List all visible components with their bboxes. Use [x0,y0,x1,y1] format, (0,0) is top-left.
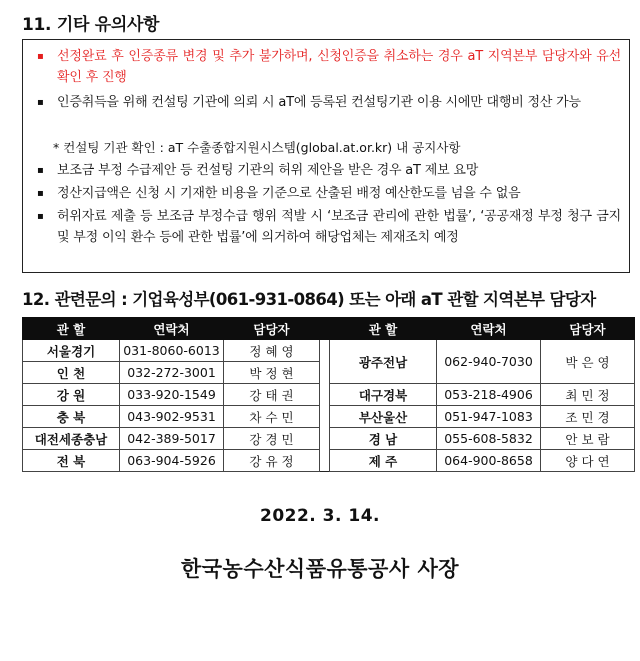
person-cell: 강 태 권 [224,384,320,406]
region-cell: 서울경기 [23,340,120,362]
notice-item [37,92,621,113]
gap-cell [320,428,330,450]
person-cell: 정 혜 영 [224,340,320,362]
gap-cell [320,340,330,362]
table-row [23,406,635,428]
person-cell: 강 경 민 [224,428,320,450]
phone-cell: 062-940-7030 [437,340,541,384]
gap-cell [320,406,330,428]
notice-subnote: * 컨설팅 기관 확인 : aT 수출종합지원시스템(global.at.or.kr) 내 공지사항 [53,140,461,155]
region-cell: 충 북 [23,406,120,428]
notice-text: 인증취득을 위해 컨설팅 기관에 의뢰 시 aT에 등록된 컨설팅기관 이용 시에만 대행비 정산 가능 [57,95,581,110]
gap-cell [320,384,330,406]
header-region: 관 할 [330,318,437,340]
region-cell: 광주전남 [330,340,437,384]
contact-table [22,317,635,472]
bullet-icon: ▪ [37,165,44,176]
person-cell: 양 다 연 [541,450,635,472]
phone-cell: 032-272-3001 [120,362,224,384]
bullet-icon: ▪ [37,51,44,62]
region-cell: 경 남 [330,428,437,450]
notice-box [22,39,630,273]
phone-cell: 042-389-5017 [120,428,224,450]
region-cell: 대구경북 [330,384,437,406]
notice-item [37,183,621,204]
region-cell: 제 주 [330,450,437,472]
phone-cell: 033-920-1549 [120,384,224,406]
phone-cell: 055-608-5832 [437,428,541,450]
phone-cell: 051-947-1083 [437,406,541,428]
table-row [23,450,635,472]
gap-cell [320,362,330,384]
region-cell: 대전세종충남 [23,428,120,450]
phone-cell: 064-900-8658 [437,450,541,472]
notice-item [37,206,621,248]
person-cell: 차 수 민 [224,406,320,428]
person-cell: 안 보 람 [541,428,635,450]
issuer-signature-line: 한국농수산식품유통공사 사장 [180,557,460,581]
region-cell: 부산울산 [330,406,437,428]
notice-text: 허위자료 제출 등 보조금 부정수급 행위 적발 시 ‘보조금 관리에 관한 법률’, ‘공공재정 부정 청구 금지 및 부정 이익 환수 등에 관한 법률’에 의거하여 해당업체는 제재조치 예정 [57,209,621,245]
table-row [23,428,635,450]
notice-text: 정산지급액은 신청 시 기재한 비용을 기준으로 산출된 배정 예산한도를 넘을 수 없음 [57,186,521,201]
person-cell: 박 정 현 [224,362,320,384]
header-person: 담당자 [224,318,320,340]
region-cell: 전 북 [23,450,120,472]
header-phone: 연락처 [437,318,541,340]
header-phone: 연락처 [120,318,224,340]
header-gap [320,318,330,340]
header-person: 담당자 [541,318,635,340]
person-cell: 최 민 정 [541,384,635,406]
notice-item [37,46,621,88]
phone-cell: 031-8060-6013 [120,340,224,362]
bullet-icon: ▪ [37,211,44,222]
bullet-icon: ▪ [37,188,44,199]
phone-cell: 063-904-5926 [120,450,224,472]
person-cell: 조 민 경 [541,406,635,428]
person-cell: 박 은 영 [541,340,635,384]
phone-cell: 043-902-9531 [120,406,224,428]
section-11-title: 11. 기타 유의사항 [22,15,160,35]
notice-text: 선정완료 후 인증종류 변경 및 추가 불가하며, 신청인증을 취소하는 경우 aT 지역본부 담당자와 유선확인 후 진행 [57,49,621,85]
table-header-row [23,318,635,340]
notice-text: 보조금 부정 수급제안 등 컨설팅 기관의 허위 제안을 받은 경우 aT 제보 요망 [57,163,479,178]
region-cell: 강 원 [23,384,120,406]
table-row [23,340,635,362]
section-12-title: 12. 관련문의 : 기업육성부(061-931-0864) 또는 아래 aT 관할 지역본부 담당자 [22,290,596,309]
notice-item [37,160,621,181]
header-region: 관 할 [23,318,120,340]
table-row [23,384,635,406]
bullet-icon: ▪ [37,97,44,108]
person-cell: 강 유 정 [224,450,320,472]
document-date: 2022. 3. 14. [259,506,380,526]
phone-cell: 053-218-4906 [437,384,541,406]
gap-cell [320,450,330,472]
region-cell: 인 천 [23,362,120,384]
